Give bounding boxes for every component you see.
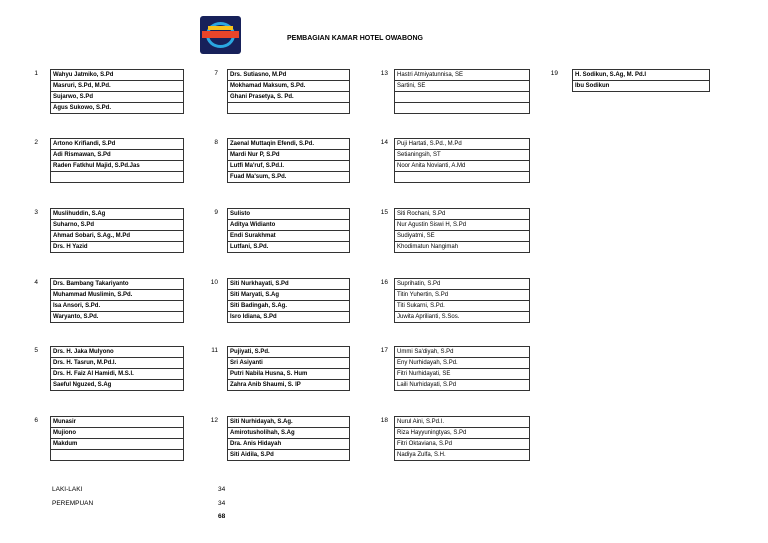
room-member: Masruri, S.Pd, M.Pd.	[51, 81, 183, 92]
logo-band	[202, 31, 239, 38]
room-member: Siti Nurhidayah, S.Ag.	[228, 417, 349, 428]
room-member: Isa Ansori, S.Pd.	[51, 301, 183, 312]
room-member: Sujarwo, S.Pd	[51, 92, 183, 103]
room-number: 15	[380, 209, 388, 216]
room-member: Aditya Widianto	[228, 220, 349, 231]
room-member: Nur Agustin Siswi H, S.Pd	[395, 220, 529, 231]
room-number: 6	[34, 417, 38, 424]
room-member: Dra. Anis Hidayah	[228, 439, 349, 450]
room-number: 7	[214, 70, 218, 77]
room-box	[394, 416, 530, 461]
room-number: 10	[210, 279, 218, 286]
room-member: Juwita Aprilianti, S.Sos.	[395, 312, 529, 323]
room-number: 4	[34, 279, 38, 286]
room-member: Khodimatun Nangimah	[395, 242, 529, 253]
room-member: Ahmad Sobari, S.Ag., M.Pd	[51, 231, 183, 242]
room-member: Nurul Aini, S.Pd.I.	[395, 417, 529, 428]
room-member: Ummi Sa'diyah, S.Pd	[395, 347, 529, 358]
room-member: Sri Asiyanti	[228, 358, 349, 369]
room-member	[51, 450, 183, 461]
summary-laki-label: LAKI-LAKI	[52, 486, 83, 493]
room-member: Pujiyati, S.Pd.	[228, 347, 349, 358]
page-title: PEMBAGIAN KAMAR HOTEL OWABONG	[287, 35, 423, 42]
room-box	[50, 278, 184, 323]
summary-perempuan-label: PEREMPUAN	[52, 500, 94, 507]
room-number: 19	[550, 70, 558, 77]
room-number: 1	[34, 70, 38, 77]
room-number: 18	[380, 417, 388, 424]
room-member: Makdum	[51, 439, 183, 450]
room-member: Suharno, S.Pd	[51, 220, 183, 231]
logo-accent	[208, 26, 233, 30]
room-member: Endi Surakhmat	[228, 231, 349, 242]
room-box	[394, 346, 530, 391]
room-number: 8	[214, 139, 218, 146]
room-member: Sulisto	[228, 209, 349, 220]
room-member: Saeful Nguzed, S.Ag	[51, 380, 183, 391]
room-box	[572, 69, 710, 92]
owabong-logo	[200, 16, 241, 54]
room-box	[394, 138, 530, 183]
room-member: Drs. H. Tasrun, M.Pd.I.	[51, 358, 183, 369]
room-member: Amirotusholihah, S.Ag	[228, 428, 349, 439]
summary-laki-count: 34	[218, 486, 226, 493]
room-number: 9	[214, 209, 218, 216]
room-member: Lutfi Ma'ruf, S.Pd.I.	[228, 161, 349, 172]
room-member: Setianingsih, ST	[395, 150, 529, 161]
room-number: 3	[34, 209, 38, 216]
room-member	[395, 172, 529, 183]
room-member: Laili Nurhidayati, S.Pd	[395, 380, 529, 391]
room-member: Siti Rochani, S.Pd	[395, 209, 529, 220]
room-member: Riza Hayyuningtyas, S.Pd	[395, 428, 529, 439]
room-member: Mujiono	[51, 428, 183, 439]
room-member: Titi Sukarni, S.Pd.	[395, 301, 529, 312]
room-member: Puji Hartati, S.Pd., M.Pd	[395, 139, 529, 150]
room-member: Drs. H Yazid	[51, 242, 183, 253]
room-box	[394, 69, 530, 114]
room-member: Nadiya Zulfa, S.H.	[395, 450, 529, 461]
room-member: Siti Aidila, S.Pd	[228, 450, 349, 461]
room-member: Ghani Prasetya, S. Pd.	[228, 92, 349, 103]
room-member: Lutfani, S.Pd.	[228, 242, 349, 253]
room-member: Fuad Ma'sum, S.Pd.	[228, 172, 349, 183]
room-member: Muslihuddin, S.Ag	[51, 209, 183, 220]
room-box	[227, 208, 350, 253]
room-member: Adi Rismawan, S.Pd	[51, 150, 183, 161]
room-number: 17	[380, 347, 388, 354]
room-member: Sartini, SE	[395, 81, 529, 92]
room-member: Zahra Anib Shaumi, S. IP	[228, 380, 349, 391]
room-number: 12	[210, 417, 218, 424]
room-box	[227, 346, 350, 391]
room-number: 14	[380, 139, 388, 146]
room-member: Drs. Bambang Takariyanto	[51, 279, 183, 290]
room-member: Titin Yuhertin, S.Pd	[395, 290, 529, 301]
room-member: Wahyu Jatmiko, S.Pd	[51, 70, 183, 81]
room-box	[50, 346, 184, 391]
summary-total: 68	[218, 513, 226, 520]
room-member: Raden Fatkhul Majid, S.Pd.Jas	[51, 161, 183, 172]
summary-perempuan-count: 34	[218, 500, 226, 507]
room-box	[394, 278, 530, 323]
room-number: 5	[34, 347, 38, 354]
room-number: 13	[380, 70, 388, 77]
room-member: Siti Badingah, S.Ag.	[228, 301, 349, 312]
room-member: Isro Idiana, S.Pd	[228, 312, 349, 323]
room-box	[227, 278, 350, 323]
room-member	[395, 92, 529, 103]
room-member: Fitri Oktaviana, S.Pd	[395, 439, 529, 450]
room-box	[50, 416, 184, 461]
room-number: 2	[34, 139, 38, 146]
room-member: Siti Nurkhayati, S.Pd	[228, 279, 349, 290]
room-member: Fitri Nurhidayati, SE	[395, 369, 529, 380]
room-member: Noor Anita Novianti, A.Md	[395, 161, 529, 172]
room-box	[50, 208, 184, 253]
room-number: 16	[380, 279, 388, 286]
room-box	[394, 208, 530, 253]
room-member: Siti Maryati, S.Ag	[228, 290, 349, 301]
room-member: Sudiyatmi, SE	[395, 231, 529, 242]
room-member: Waryanto, S.Pd.	[51, 312, 183, 323]
room-member: Ibu Sodikun	[573, 81, 709, 92]
room-box	[227, 69, 350, 114]
room-member: Drs. H. Faiz Al Hamidi, M.S.I.	[51, 369, 183, 380]
room-box	[227, 138, 350, 183]
room-member: Mardi Nur P, S.Pd	[228, 150, 349, 161]
room-number: 11	[211, 347, 218, 354]
room-member: Zaenal Muttaqin Efendi, S.Pd.	[228, 139, 349, 150]
room-box	[50, 138, 184, 183]
room-member: Muhammad Muslimin, S.Pd.	[51, 290, 183, 301]
room-member: Mokhamad Maksum, S.Pd.	[228, 81, 349, 92]
room-member: Agus Sukowo, S.Pd.	[51, 103, 183, 114]
room-member	[228, 103, 349, 114]
room-member: Eny Nurhidayah, S.Pd.	[395, 358, 529, 369]
room-member: H. Sodikun, S.Ag, M. Pd.I	[573, 70, 709, 81]
room-member: Suprihatin, S.Pd	[395, 279, 529, 290]
room-member: Artono Krifiandi, S.Pd	[51, 139, 183, 150]
room-member	[395, 103, 529, 114]
room-box	[50, 69, 184, 114]
room-member	[51, 172, 183, 183]
room-member: Hastri Atmiyatunnisa, SE	[395, 70, 529, 81]
room-member: Munasir	[51, 417, 183, 428]
room-member: Putri Nabila Husna, S. Hum	[228, 369, 349, 380]
room-member: Drs. Sutiasno, M.Pd	[228, 70, 349, 81]
room-box	[227, 416, 350, 461]
room-member: Drs. H. Jaka Mulyono	[51, 347, 183, 358]
